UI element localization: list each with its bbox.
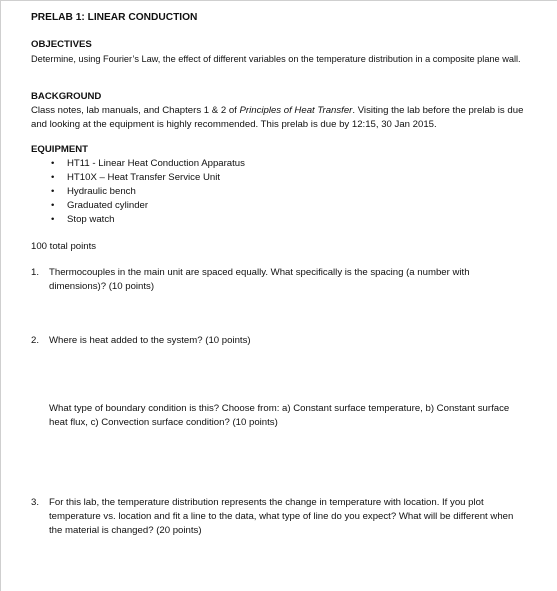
objectives-text: Determine, using Fourier’s Law, the effect of different variables on the temperature distribution in a composite plane wall. [31,54,521,64]
equipment-item: • Graduated cylinder [51,200,149,211]
question-text: For this lab, the temperature distribution represents the change in temperature with location. If you plot temperature vs. location and fit a line to the data, what type of line do you expect? What will be different when the material is changed? (20 points) [49,497,514,536]
bullet-icon: • [51,200,55,211]
background-text-start: Class notes, lab manuals, and Chapters 1 & 2 of [31,105,240,116]
bullet-icon: • [51,214,55,225]
background-heading: BACKGROUND [31,91,102,102]
question-number: 2. [31,335,40,346]
equipment-list [51,157,245,227]
bullet-icon: • [51,186,55,197]
background-text [31,104,533,132]
book-title: Principles of Heat Transfer [239,105,353,116]
total-points: 100 total points [31,241,97,252]
equipment-item: • Stop watch [51,214,115,225]
equipment-item: • HT10X – Heat Transfer Service Unit [51,172,221,183]
background-text-end: . Visiting the lab before the prelab is due and looking at the equipment is highly recommended. This prelab is due by 12:15, 30 Jan 2015. [31,105,524,130]
bullet-icon: • [51,172,55,183]
question-number: 1. [31,267,40,278]
question-text: Where is heat added to the system? (10 points) [49,335,251,346]
bullet-icon: • [51,158,55,169]
objectives-heading: OBJECTIVES [31,39,92,50]
question-3 [31,496,527,538]
equipment-heading: EQUIPMENT [31,144,89,155]
page-title: PRELAB 1: LINEAR CONDUCTION [31,12,198,23]
question-2-followup [31,402,527,430]
equipment-item: • HT11 - Linear Heat Conduction Apparatus [51,158,245,169]
equipment-item: • Hydraulic bench [51,186,136,197]
question-number: 3. [31,497,40,508]
question-text: Thermocouples in the main unit are spaced equally. What specifically is the spacing (a number with dimensions)? (10 points) [49,267,470,292]
question-2 [31,334,527,348]
question-1 [31,266,527,294]
question-followup-text: What type of boundary condition is this? Choose from: a) Constant surface temperature, b) Constant surface heat flux, c) Convection surface condition? (10 points) [49,403,510,428]
